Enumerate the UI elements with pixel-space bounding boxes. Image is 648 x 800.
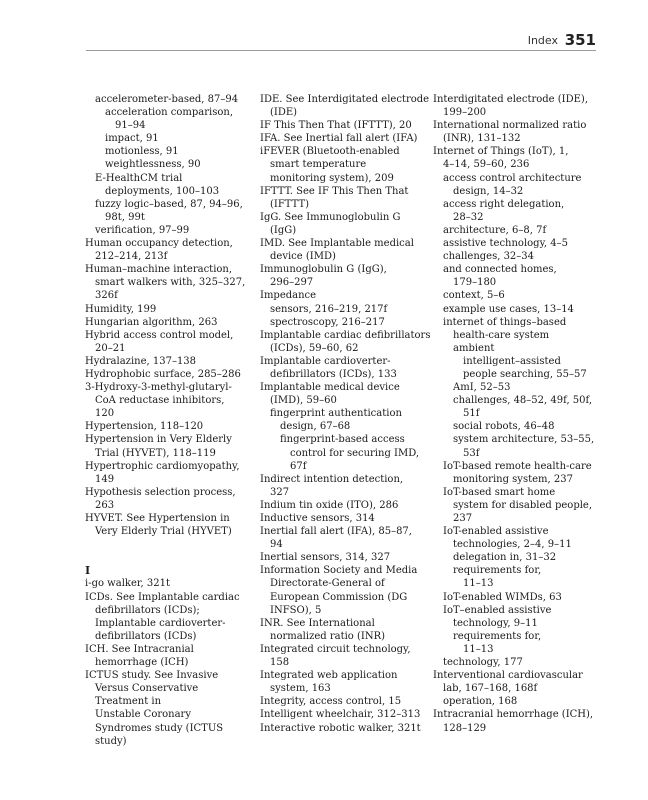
index-subentry: device (IMD) — [270, 251, 336, 263]
index-subentry: people searching, 55–57 — [463, 368, 587, 380]
index-entry: IFA. See Inertial fall alert (IFA) — [260, 133, 418, 145]
index-subentry: 4–14, 59–60, 236 — [443, 159, 530, 171]
index-subentry: 158 — [270, 657, 290, 669]
index-subentry: access control architecture — [443, 172, 582, 184]
index-subentry: 91–94 — [115, 120, 146, 132]
index-subentry: 296–297 — [270, 277, 314, 289]
index-entry: Indium tin oxide (ITO), 286 — [260, 499, 399, 511]
index-entry: Inertial fall alert (IFA), 85–87, — [260, 526, 412, 538]
index-subentry: (IDE) — [270, 107, 298, 119]
index-subentry: monitoring system, 237 — [453, 473, 573, 485]
index-column-2 — [260, 93, 432, 735]
index-entry: Hybrid access control model, — [85, 329, 234, 341]
index-entry: Hydrophobic surface, 285–286 — [85, 368, 241, 380]
index-subentry: assistive technology, 4–5 — [443, 238, 568, 250]
index-subentry: architecture, 6–8, 7f — [443, 224, 547, 236]
spacer — [85, 551, 257, 564]
index-subentry: health-care system — [453, 329, 550, 341]
index-subentry: 11–13 — [463, 578, 494, 590]
index-column-1 — [85, 93, 257, 748]
index-subentry: IoT-enabled WIMDs, 63 — [443, 591, 562, 603]
index-subentry: impact, 91 — [105, 133, 159, 145]
index-subentry: intelligent–assisted — [463, 355, 561, 367]
index-entry: Implantable cardioverter- — [260, 355, 391, 367]
index-entry: i-go walker, 321t — [85, 578, 171, 590]
index-subentry: operation, 168 — [443, 696, 518, 708]
index-entry: Human–machine interaction, — [85, 264, 233, 276]
index-subentry: 327 — [270, 486, 290, 498]
index-entry: INR. See International — [260, 617, 375, 629]
index-subentry: IoT-based remote health-care — [443, 460, 592, 472]
index-subentry: ambient — [453, 342, 495, 354]
index-entry: IDE. See Interdigitated electrode — [260, 94, 430, 105]
running-header — [86, 30, 596, 51]
index-subentry: Versus Conservative — [95, 683, 199, 695]
index-subentry: defibrillators (ICDs); — [95, 604, 200, 616]
index-subentry: delegation in, 31–32 — [453, 552, 557, 564]
section-letter: I — [85, 564, 91, 578]
index-subentry: system for disabled people, — [453, 499, 593, 511]
index-subentry: example use cases, 13–14 — [443, 303, 574, 315]
index-entry: ICDs. See Implantable cardiac — [85, 591, 240, 603]
index-subentry: and connected homes, — [443, 264, 557, 276]
index-entry: Internet of Things (IoT), 1, — [433, 146, 569, 158]
index-entry: Impedance — [260, 290, 317, 302]
index-entry: Immunoglobulin G (IgG), — [260, 264, 387, 276]
index-subentry: 326f — [95, 290, 118, 302]
index-subentry: 212–214, 213f — [95, 251, 168, 263]
index-subentry: IoT-based smart home — [443, 486, 556, 498]
index-subentry: Directorate-General of — [270, 578, 385, 590]
index-entry: Hypertension in Very Elderly — [85, 434, 232, 446]
index-subentry: 51f — [463, 408, 480, 420]
index-entry: International normalized ratio — [433, 120, 587, 132]
index-entry: IgG. See Immunoglobulin G — [260, 211, 401, 223]
index-subentry: normalized ratio (INR) — [270, 630, 386, 642]
index-entry: Inertial sensors, 314, 327 — [260, 552, 391, 564]
index-subentry: fuzzy logic–based, 87, 94–96, — [95, 198, 243, 210]
index-subentry: context, 5–6 — [443, 290, 505, 302]
index-entry: 3-Hydroxy-3-methyl-glutaryl- — [85, 382, 232, 394]
index-subentry: E-HealthCM trial — [95, 172, 183, 184]
index-entry: Hydralazine, 137–138 — [85, 355, 197, 367]
index-subentry: 11–13 — [463, 643, 494, 655]
index-entry: Interventional cardiovascular — [433, 670, 583, 682]
index-subentry: Treatment in — [95, 696, 162, 708]
index-subentry: sensors, 216–219, 217f — [270, 303, 388, 315]
index-subentry: design, 14–32 — [453, 185, 524, 197]
index-subentry: system, 163 — [270, 683, 331, 695]
index-subentry: technology, 177 — [443, 657, 523, 669]
index-entry: Inductive sensors, 314 — [260, 513, 375, 524]
index-entry: Interactive robotic walker, 321t — [260, 722, 421, 734]
index-entry: Integrated web application — [260, 670, 398, 682]
index-entry: Human occupancy detection, — [85, 238, 233, 250]
index-subentry: Implantable cardioverter- — [95, 617, 226, 629]
index-subentry: smart walkers with, 325–327, — [95, 277, 246, 289]
index-subentry: Trial (HYVET), 118–119 — [95, 447, 216, 459]
index-subentry: (IgG) — [270, 224, 297, 236]
index-entry: Implantable medical device — [260, 382, 400, 394]
index-entry: Indirect intention detection, — [260, 473, 404, 485]
index-subentry: social robots, 46–48 — [453, 421, 555, 433]
index-subentry: 237 — [453, 513, 473, 524]
index-entry: Interdigitated electrode (IDE), — [433, 94, 589, 105]
index-entry: Humidity, 199 — [85, 303, 157, 315]
index-subentry: fingerprint-based access — [280, 434, 405, 446]
index-subentry: (IFTTT) — [270, 198, 310, 210]
index-entry: Hypertension, 118–120 — [85, 421, 204, 433]
index-subentry: technology, 9–11 — [453, 617, 538, 629]
index-subentry: defibrillators (ICDs), 133 — [270, 368, 397, 380]
index-entry: IMD. See Implantable medical — [260, 238, 414, 250]
index-subentry: accelerometer-based, 87–94 — [95, 94, 239, 105]
index-entry: Intelligent wheelchair, 312–313 — [260, 709, 421, 721]
index-subentry: 199–200 — [443, 107, 487, 119]
index-subentry: Syndromes study (ICTUS — [95, 722, 224, 734]
index-subentry: spectroscopy, 216–217 — [270, 316, 385, 328]
index-subentry: (INR), 131–132 — [443, 133, 521, 145]
index-entry: Integrated circuit technology, — [260, 643, 411, 655]
index-subentry: internet of things–based — [443, 316, 567, 328]
index-entry: ICTUS study. See Invasive — [85, 670, 219, 682]
index-subentry: 53f — [463, 447, 480, 459]
index-subentry: challenges, 32–34 — [443, 251, 535, 263]
index-subentry: 128–129 — [443, 722, 487, 734]
index-subentry: weightlessness, 90 — [105, 159, 201, 171]
index-subentry: 263 — [95, 499, 115, 511]
index-entry: IFTTT. See IF This Then That — [260, 185, 409, 197]
index-subentry: 67f — [290, 460, 307, 472]
index-subentry: requirements for, — [453, 630, 542, 642]
index-subentry: requirements for, — [453, 565, 542, 577]
index-subentry: control for securing IMD, — [290, 447, 420, 459]
header-label: Index — [527, 34, 558, 47]
index-subentry: 120 — [95, 408, 115, 420]
index-subentry: study) — [95, 735, 127, 747]
index-subentry: access right delegation, — [443, 198, 565, 210]
index-subentry: IoT-enabled assistive — [443, 526, 549, 538]
index-subentry: 98t, 99t — [105, 211, 145, 223]
index-subentry: Unstable Coronary — [95, 709, 191, 721]
index-subentry: AmI, 52–53 — [453, 382, 511, 394]
index-subentry: smart temperature — [270, 159, 367, 171]
index-subentry: 179–180 — [453, 277, 497, 289]
index-subentry: INFSO), 5 — [270, 604, 322, 616]
index-entry: Hypertrophic cardiomyopathy, — [85, 460, 240, 472]
index-subentry: lab, 167–168, 168f — [443, 683, 538, 695]
index-body — [0, 93, 648, 793]
index-entry: Information Society and Media — [260, 565, 418, 577]
index-subentry: monitoring system), 209 — [270, 172, 394, 184]
index-subentry: challenges, 48–52, 49f, 50f, — [453, 395, 593, 407]
index-subentry: verification, 97–99 — [95, 224, 190, 236]
index-subentry: 20–21 — [95, 342, 126, 354]
index-subentry: CoA reductase inhibitors, — [95, 395, 225, 407]
index-subentry: acceleration comparison, — [105, 107, 234, 119]
index-subentry: European Commission (DG — [270, 591, 408, 603]
index-subentry: design, 67–68 — [280, 421, 351, 433]
index-subentry: (ICDs), 59–60, 62 — [270, 342, 359, 354]
index-entry: Intracranial hemorrhage (ICH), — [433, 709, 594, 721]
index-entry: IF This Then That (IFTTT), 20 — [260, 120, 412, 132]
index-entry: HYVET. See Hypertension in — [85, 513, 230, 524]
page-number: 351 — [564, 31, 596, 49]
index-subentry: IoT–enabled assistive — [443, 604, 552, 616]
index-entry: Integrity, access control, 15 — [260, 696, 402, 708]
index-entry: iFEVER (Bluetooth-enabled — [260, 146, 400, 158]
index-subentry: defibrillators (ICDs) — [95, 630, 197, 642]
index-entry: Hungarian algorithm, 263 — [85, 316, 218, 328]
index-subentry: 28–32 — [453, 211, 484, 223]
index-column-3 — [433, 93, 605, 735]
index-subentry: technologies, 2–4, 9–11 — [453, 539, 572, 551]
index-subentry: (IMD), 59–60 — [270, 395, 337, 407]
index-subentry: 149 — [95, 473, 115, 485]
spacer — [85, 538, 257, 551]
index-subentry: motionless, 91 — [105, 146, 179, 158]
index-subentry: 94 — [270, 539, 283, 551]
index-entry: Implantable cardiac defibrillators — [260, 329, 431, 341]
index-subentry: deployments, 100–103 — [105, 185, 220, 197]
index-entry: ICH. See Intracranial — [85, 643, 194, 655]
index-entry: Hypothesis selection process, — [85, 486, 236, 498]
index-subentry: system architecture, 53–55, — [453, 434, 595, 446]
index-subentry: Very Elderly Trial (HYVET) — [95, 526, 232, 538]
index-subentry: hemorrhage (ICH) — [95, 657, 189, 669]
index-subentry: fingerprint authentication — [270, 408, 402, 420]
